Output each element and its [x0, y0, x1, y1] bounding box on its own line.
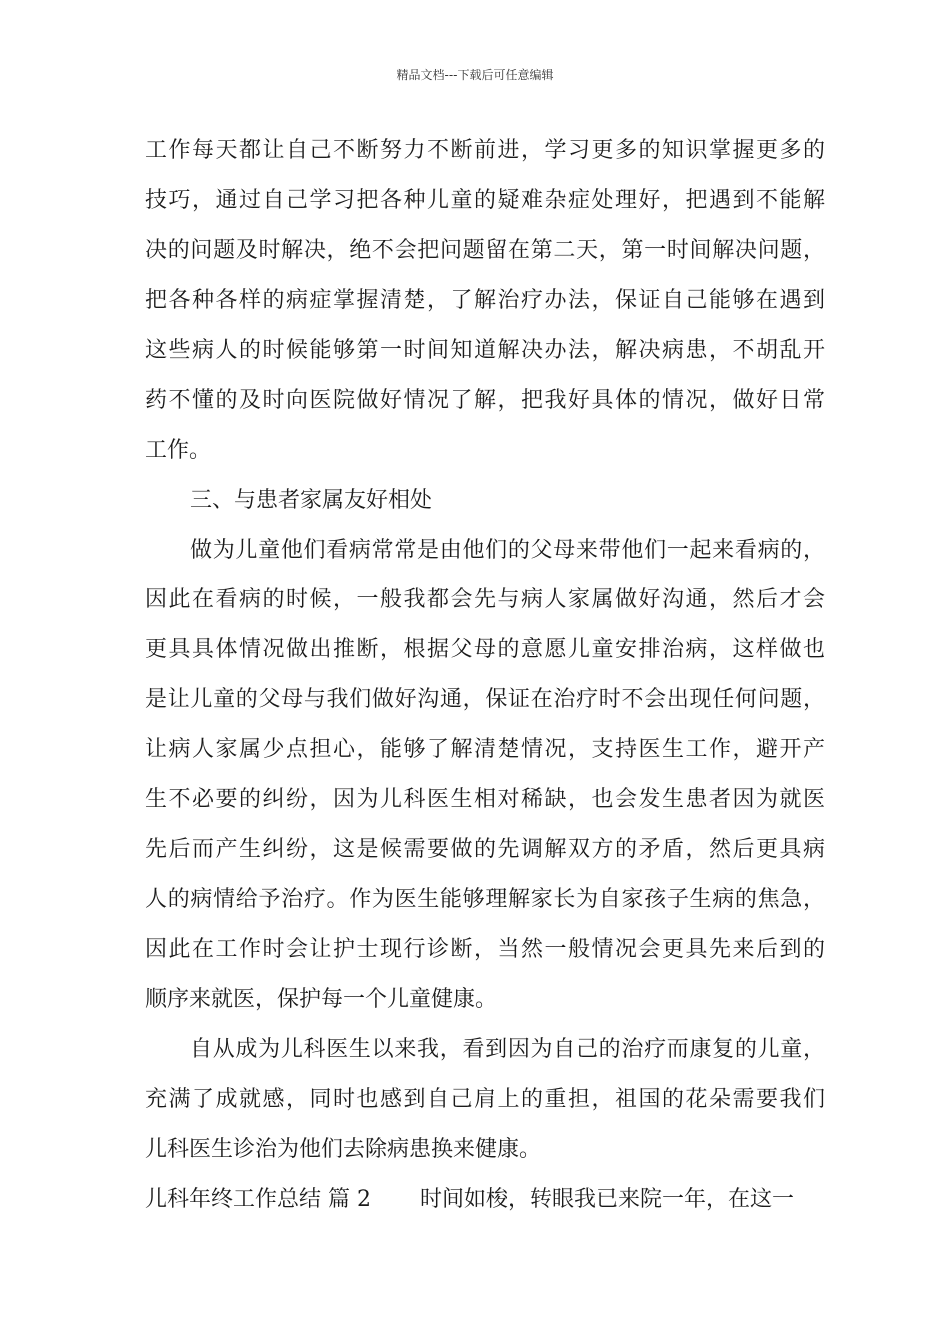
paragraph-3-line: 自从成为儿科医生以来我，看到因为自己的治疗而康复的儿童，: [190, 1037, 825, 1062]
paragraph-2-line: 是让儿童的父母与我们做好沟通，保证在治疗时不会出现任何问题，: [145, 687, 825, 712]
next-article-line: [145, 1185, 825, 1215]
paragraph-2-line: 先后而产生纠纷，这是候需要做的先调解双方的矛盾，然后更具病: [145, 837, 825, 862]
paragraph-1-line: 工作每天都让自己不断努力不断前进，学习更多的知识掌握更多的: [145, 138, 825, 163]
paragraph-1-line: 技巧，通过自己学习把各种儿童的疑难杂症处理好，把遇到不能解: [145, 188, 825, 213]
section-heading: 三、与患者家属友好相处: [190, 488, 433, 513]
paragraph-2-line: 顺序来就医，保护每一个儿童健康。: [145, 987, 498, 1012]
paragraph-2-line: 因此在工作时会让护士现行诊断，当然一般情况会更具先来后到的: [145, 937, 825, 962]
page-header: 精品文档---下载后可任意编辑: [396, 68, 554, 82]
paragraph-1-line: 把各种各样的病症掌握清楚，了解治疗办法，保证自己能够在遇到: [145, 288, 825, 313]
paragraph-1-line: 药不懂的及时向医院做好情况了解，把我好具体的情况，做好日常: [145, 388, 825, 413]
paragraph-1-line: 工作。: [145, 438, 212, 463]
paragraph-2-line: 让病人家属少点担心，能够了解清楚情况，支持医生工作，避开产: [145, 737, 825, 762]
paragraph-1-line: 这些病人的时候能够第一时间知道解决办法，解决病患，不胡乱开: [145, 338, 825, 363]
paragraph-2-line: 人的病情给予治疗。作为医生能够理解家长为自家孩子生病的焦急，: [145, 887, 825, 912]
paragraph-2-line: 更具具体情况做出推断，根据父母的意愿儿童安排治病，这样做也: [145, 637, 825, 662]
next-article-first-line: 时间如梭，转眼我已来院一年，在这一: [420, 1187, 795, 1212]
paragraph-3-line: 充满了成就感，同时也感到自己肩上的重担，祖国的花朵需要我们: [145, 1087, 825, 1112]
paragraph-2-line: 生不必要的纠纷，因为儿科医生相对稀缺，也会发生患者因为就医: [145, 787, 825, 812]
paragraph-1-line: 决的问题及时解决，绝不会把问题留在第二天，第一时间解决问题，: [145, 238, 825, 263]
paragraph-2-line: 做为儿童他们看病常常是由他们的父母来带他们一起来看病的，: [190, 538, 825, 563]
paragraph-3-line: 儿科医生诊治为他们去除病患换来健康。: [145, 1137, 542, 1162]
next-article-title: 儿科年终工作总结 篇 2: [145, 1187, 371, 1212]
paragraph-2-line: 因此在看病的时候，一般我都会先与病人家属做好沟通，然后才会: [145, 587, 825, 612]
